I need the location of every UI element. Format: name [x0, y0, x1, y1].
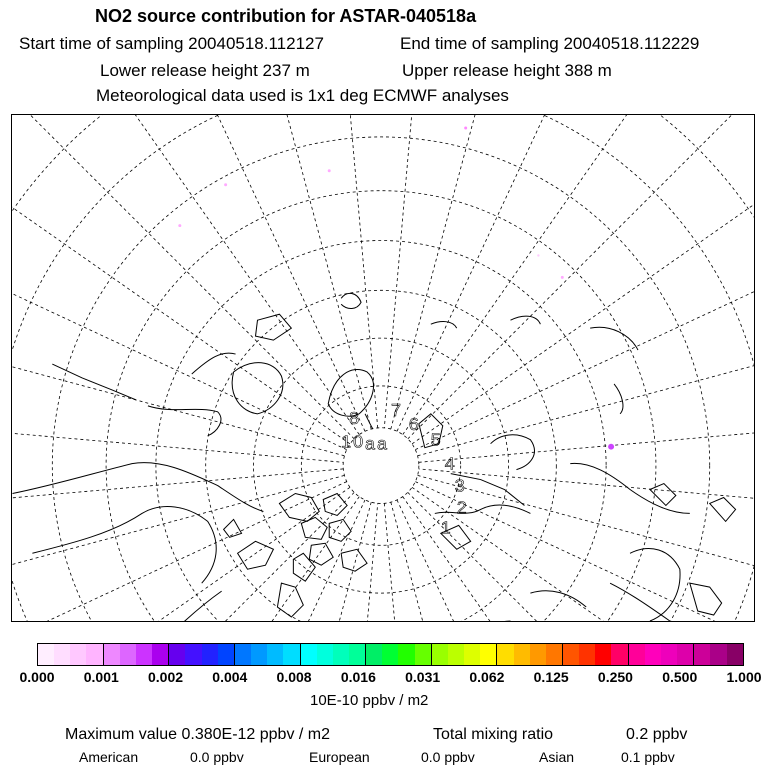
meridian-line — [419, 387, 754, 462]
colorbar-swatch — [563, 644, 579, 665]
polar-map — [11, 114, 755, 622]
colorbar-tick-label: 0.000 — [19, 669, 55, 685]
lower-release-height-label: Lower release height 237 m — [100, 61, 310, 80]
latitude-circle — [106, 191, 656, 621]
colorbar-swatch — [152, 644, 169, 665]
meridian-line — [418, 475, 754, 621]
meridian-line — [418, 234, 754, 456]
colorbar-swatch — [579, 644, 595, 665]
colorbar-swatch — [54, 644, 70, 665]
colorbar-swatch — [86, 644, 103, 665]
upper-release-height-label: Upper release height 388 m — [402, 61, 612, 80]
colorbar-tick-label: 0.250 — [597, 669, 633, 685]
meridian-line — [403, 497, 754, 621]
american-label: American — [79, 749, 139, 765]
colorbar-swatch — [301, 644, 317, 665]
colorbar-tick-label: 0.500 — [662, 669, 698, 685]
meridian-line — [149, 115, 371, 429]
colorbar-tick-label: 0.002 — [148, 669, 184, 685]
meridian-line — [149, 502, 371, 621]
colorbar-swatch — [267, 644, 283, 665]
colorbar-swatch — [611, 644, 628, 665]
meridian-line — [12, 115, 350, 444]
meteorological-data-label: Meteorological data used is 1x1 deg ECMWF analyses — [96, 86, 509, 105]
colorbar-tick-label: 0.031 — [405, 669, 441, 685]
latitude-circle — [52, 137, 709, 621]
asian-value: 0.1 ppbv — [621, 749, 675, 765]
plot-title: NO2 source contribution for ASTAR-040518a — [95, 6, 477, 26]
asian-label: Asian — [539, 749, 575, 765]
colorbar-tick-label: 1.000 — [726, 669, 762, 685]
colorbar-swatch — [251, 644, 267, 665]
colorbar-swatch — [38, 644, 54, 665]
colorbar-swatch — [120, 644, 136, 665]
colorbar-tick-label: 0.016 — [340, 669, 376, 685]
colorbar-swatch — [283, 644, 300, 665]
meridian-line — [303, 115, 378, 428]
colorbar-swatch — [514, 644, 530, 665]
svg-text:6: 6 — [408, 413, 419, 434]
colorbar-swatch — [546, 644, 563, 665]
colorbar-swatch — [366, 644, 382, 665]
meridian-line — [391, 502, 613, 621]
colorbar-swatch — [202, 644, 218, 665]
american-value: 0.0 ppbv — [190, 749, 244, 765]
colorbar-unit: 10E-10 ppbv / m2 — [310, 692, 429, 709]
colorbar-swatch — [629, 644, 645, 665]
meridian-line — [12, 115, 347, 450]
svg-text:3: 3 — [454, 475, 465, 496]
colorbar-swatch — [104, 644, 120, 665]
colorbar-swatch — [235, 644, 251, 665]
colorbar-swatch — [382, 644, 398, 665]
svg-text:a: a — [377, 433, 387, 454]
colorbar-swatch — [727, 644, 743, 665]
meridian-line — [391, 115, 613, 429]
european-value: 0.0 ppbv — [421, 749, 475, 765]
colorbar-swatch — [595, 644, 611, 665]
colorbar-swatch — [530, 644, 546, 665]
colorbar-swatch — [645, 644, 661, 665]
meridian-line — [12, 115, 359, 435]
svg-text:4: 4 — [444, 453, 455, 474]
colorbar-tick-label: 0.062 — [469, 669, 505, 685]
total-mixing-ratio-label: Total mixing ratio — [433, 726, 554, 743]
polar-map-canvas — [12, 115, 754, 621]
colorbar-tick-label: 0.008 — [276, 669, 312, 685]
colorbar-swatch — [169, 644, 185, 665]
svg-text:7: 7 — [390, 399, 401, 420]
meridian-line — [403, 115, 754, 435]
colorbar-swatch — [333, 644, 349, 665]
colorbar-swatch — [398, 644, 414, 665]
svg-text:5: 5 — [430, 429, 441, 450]
svg-text:1: 1 — [440, 517, 451, 538]
svg-text:0: 0 — [353, 431, 364, 452]
colorbar-swatch — [136, 644, 152, 665]
end-time-label: End time of sampling 20040518.112229 — [400, 34, 700, 53]
lat-lon-grid — [12, 115, 754, 621]
meridian-line — [12, 482, 347, 621]
meridian-line — [12, 497, 359, 621]
total-mixing-ratio-value: 0.2 ppbv — [626, 726, 688, 743]
meridian-line — [12, 469, 343, 544]
meridian-line — [397, 115, 754, 431]
svg-text:8: 8 — [349, 407, 360, 428]
meridian-line — [12, 115, 354, 439]
colorbar-tick-label: 0.001 — [83, 669, 119, 685]
colorbar-swatch — [185, 644, 201, 665]
colorbar-swatch — [70, 644, 86, 665]
svg-text:1: 1 — [341, 431, 352, 452]
colorbar-swatch — [415, 644, 432, 665]
colorbar-swatch — [661, 644, 677, 665]
colorbar-swatch — [432, 644, 448, 665]
colorbar-swatch — [694, 644, 710, 665]
colorbar — [37, 643, 744, 666]
colorbar-swatch — [464, 644, 480, 665]
colorbar-swatch — [480, 644, 497, 665]
colorbar-swatch — [317, 644, 333, 665]
meridian-line — [412, 115, 754, 444]
svg-text:2: 2 — [456, 497, 467, 518]
colorbar-swatch — [677, 644, 694, 665]
european-label: European — [309, 749, 370, 765]
colorbar-swatch — [448, 644, 464, 665]
meridian-line — [12, 492, 354, 621]
maximum-value-label: Maximum value 0.380E-12 ppbv / m2 — [65, 726, 331, 743]
colorbar-tick-label: 0.125 — [533, 669, 569, 685]
meridian-line — [12, 487, 350, 621]
colorbar-tick-label: 0.004 — [212, 669, 248, 685]
colorbar-swatch — [497, 644, 513, 665]
meridian-line — [12, 475, 344, 621]
start-time-label: Start time of sampling 20040518.112127 — [19, 34, 324, 53]
colorbar-swatch — [349, 644, 366, 665]
meridian-line — [12, 234, 344, 456]
svg-text:a: a — [365, 433, 376, 454]
colorbar-swatch — [218, 644, 235, 665]
colorbar-swatch — [710, 644, 726, 665]
